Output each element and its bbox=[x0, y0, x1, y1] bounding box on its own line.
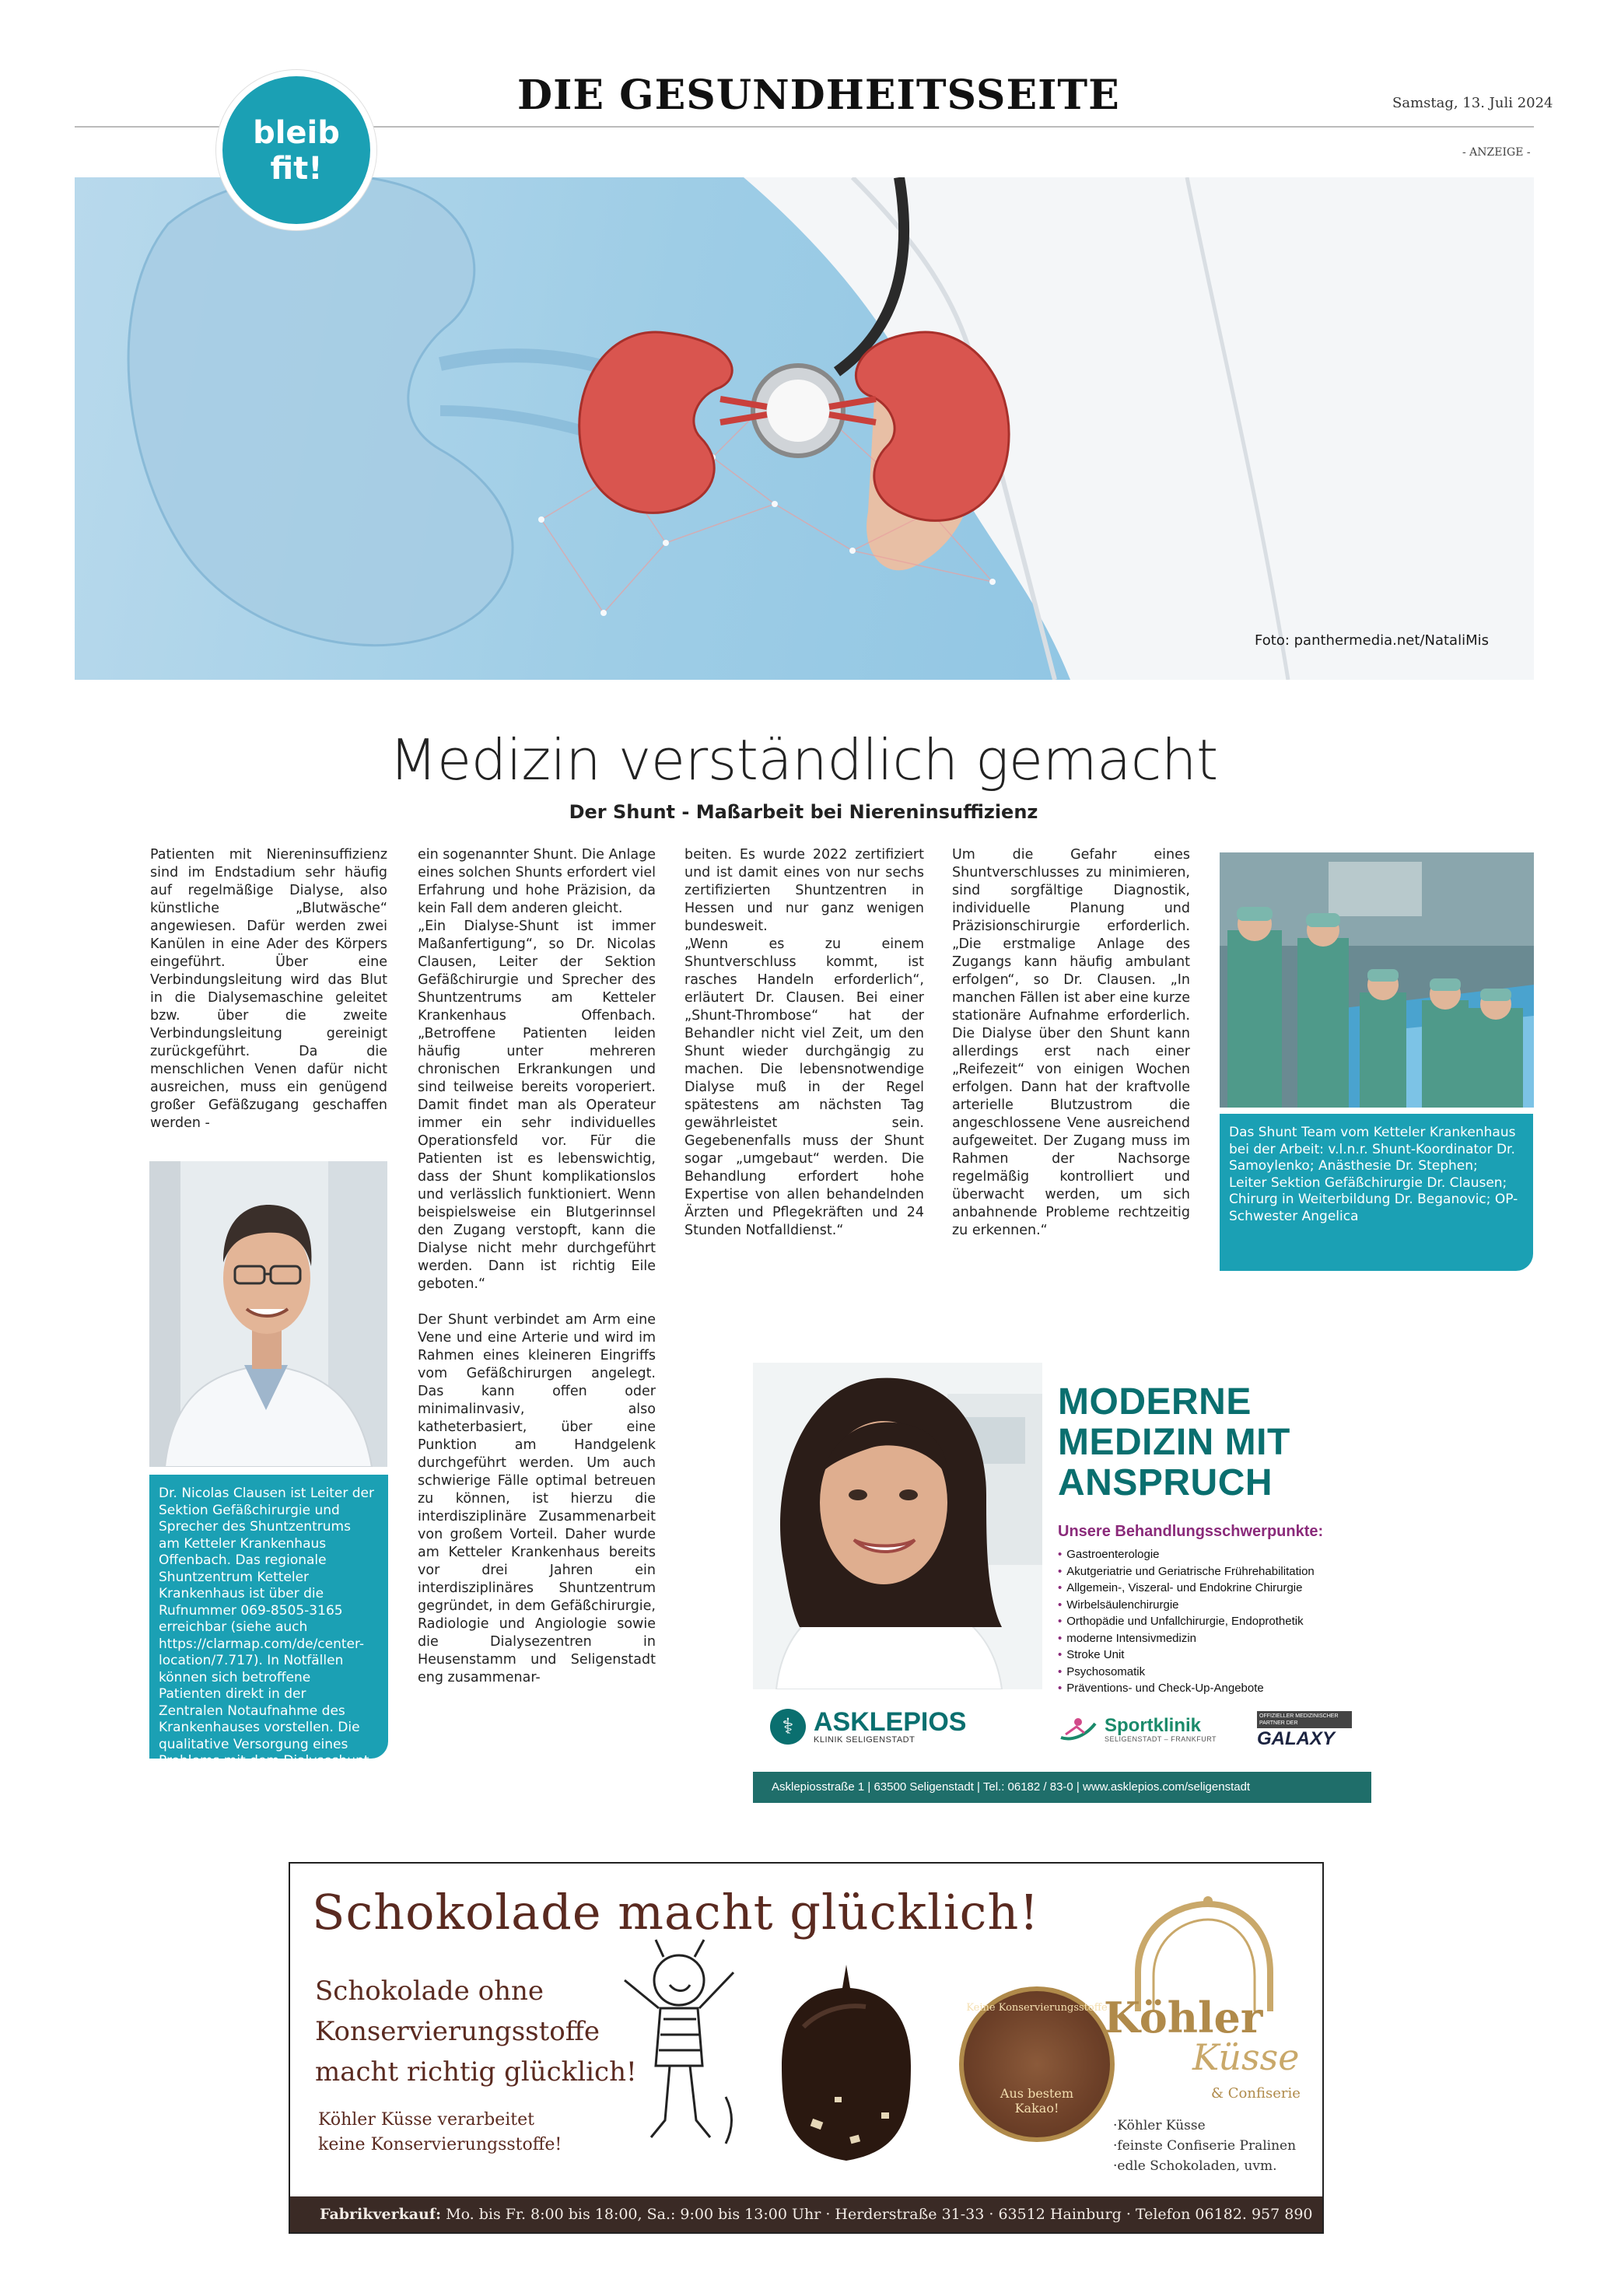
footer-text: Mo. bis Fr. 8:00 bis 18:00, Sa.: 9:00 bis 13:00 Uhr · Herderstraße 31-33 · 63512 Hainburg · Telefon 06182. 957 890 bbox=[446, 2206, 1313, 2223]
article-column-1 bbox=[150, 846, 387, 1132]
kohler-ad bbox=[289, 1862, 1324, 2234]
column-3-text-b: „Wenn es zu einem Shuntverschluss kommt, ist rasches Handeln erforderlich“, erläutert Dr. Clausen. Bei einer „Shunt-Thrombose“ hat der Behandler nicht viel Zeit, um den Shunt wieder durchgängig zu machen. Die lebensnotwendige Dialyse muß in der Regel spätestens am nächsten Tag gewährleistet sein. Gegebenenfalls muss der Shunt sogar „umgebaut“ werden. Die Behandlung erfordert hohe Expertise von allen behandelnden Ärzten und Pflegekräften und 24 Stunden Notfalldienst.“ bbox=[684, 936, 924, 1238]
list-item: • moderne Intensivmedizin bbox=[1058, 1630, 1315, 1647]
list-item: • Präventions- und Check-Up-Angebote bbox=[1058, 1680, 1315, 1697]
seal-text-line1: Aus bestem bbox=[1000, 2086, 1074, 2101]
seal-text-line2: Kakao! bbox=[1014, 2101, 1059, 2116]
hero-image bbox=[75, 177, 1534, 680]
sportklinik-logo bbox=[1058, 1714, 1217, 1745]
kohler-note-line1: Köhler Küsse verarbeitet bbox=[318, 2110, 534, 2130]
column-2-text-b: „Ein Dialyse-Shunt ist immer Maßanfertigung“, so Dr. Nicolas Clausen, Leiter der Sektion Gefäßchirurgie und Sprecher des Shuntzentrums am Ketteler Krankenhaus Offenbach. „Betroffene Patienten leiden häufig unter mehreren chronischen Erkrankungen und sind teilweise bereits voroperiert. Damit findet man als Operateur immer ein sehr individuelles Operationsfeld vor. Für die Patienten ist es lebenswichtig, dass der Shunt komplikationslos und verlässlich funktioniert. Wenn beispielsweise ein Blutgerinnsel den Zugang verstopft, kann die Dialyse nicht mehr durchgeführt werden. Dann ist richtig Eile geboten.“ bbox=[418, 919, 656, 1292]
ad-title-line2: MEDIZIN MIT bbox=[1058, 1422, 1290, 1463]
column-3-text-a: beiten. Es wurde 2022 zertifiziert und ist damit eines von nur sechs zertifizierten Shuntzentren in Hessen und nur ganz wenigen bundesweit. bbox=[684, 847, 924, 934]
chocolate-kiss-illustration bbox=[772, 1957, 920, 2175]
hero-illustration bbox=[75, 177, 1534, 680]
doctor-photo bbox=[149, 1161, 387, 1467]
asklepios-ad-footer: Asklepiosstraße 1 | 63500 Seligenstadt | Tel.: 06182 / 83-0 | www.asklepios.com/seligenstadt bbox=[753, 1772, 1371, 1803]
list-item: · Köhler Küsse bbox=[1113, 2116, 1296, 2136]
sportklinik-swoosh-icon bbox=[1058, 1714, 1098, 1745]
cartoon-girl-illustration bbox=[609, 1934, 749, 2159]
asklepios-doctor-photo bbox=[753, 1363, 1042, 1689]
footer-label: Fabrikverkauf: bbox=[320, 2206, 442, 2223]
team-photo bbox=[1220, 852, 1534, 1108]
bleib-fit-badge bbox=[216, 70, 376, 230]
list-item: • Allgemein-, Viszeral- und Endokrine Chirurgie bbox=[1058, 1580, 1315, 1597]
list-item: • Psychosomatik bbox=[1058, 1664, 1315, 1681]
doctor-caption: Dr. Nicolas Clausen ist Leiter der Sektion Gefäßchirurgie und Sprecher des Shuntzentrums am Ketteler Krankenhaus Offenbach. Das regionale Shuntzentrum Ketteler Krankenhaus ist über die Rufnummer 069-8505-3165 erreichbar (siehe auch https://clarmap.com/de/center-location/7.717). In Notfällen können sich betroffene Patienten direkt in der Zentralen Notaufnahme des Krankenhauses vorstellen. Die qualitative Versorgung eines Problems mit dem Dialyseshunt ist rund um die Uhr gewährleistet. bbox=[149, 1475, 388, 1759]
asklepios-staff-icon: ⚕ bbox=[770, 1709, 806, 1745]
list-item: · edle Schokoladen, uvm. bbox=[1113, 2156, 1296, 2176]
kohler-logo-confiserie: & Confiserie bbox=[1211, 2085, 1301, 2102]
badge-line1: bleib bbox=[253, 115, 340, 151]
asklepios-ad bbox=[753, 1363, 1371, 1803]
anzeige-label: - ANZEIGE - bbox=[1462, 146, 1531, 159]
ad-title-line1: MODERNE bbox=[1058, 1381, 1252, 1423]
kohler-sub-line2: Konservierungsstoffe bbox=[315, 2016, 600, 2047]
article-headline: Medizin verständlich gemacht bbox=[389, 727, 1218, 793]
article-column-3 bbox=[684, 846, 924, 1240]
list-item: • Akutgeriatrie und Geriatrische Frührehabilitation bbox=[1058, 1563, 1315, 1580]
treatment-list bbox=[1058, 1546, 1315, 1697]
ad-title-line3: ANSPRUCH bbox=[1058, 1462, 1273, 1503]
kohler-logo-name: Köhler bbox=[1104, 1993, 1263, 2042]
kohler-product-list bbox=[1113, 2116, 1296, 2176]
column-1-text: Patienten mit Niereninsuffizienz sind im Endstadium sehr häufig auf regelmäßige Dialyse, also künstliche „Blutwäsche“ angewiesen. Dafür werden zwei Kanülen in eine Ader des Körpers eingeführt. Über eine Verbindungsleitung wird das Blut in die Dialysemaschine geleitet bzw. über die zweite Verbindungsleitung gereinigt zurückgeführt. Da die menschlichen Venen dafür nicht ausreichen, muss ein genügend großer Gefäßzugang geschaffen werden - bbox=[150, 847, 387, 1131]
sportklinik-sub: SELIGENSTADT – FRANKFURT bbox=[1105, 1735, 1217, 1743]
asklepios-logo-name: ASKLEPIOS bbox=[814, 1707, 967, 1737]
article-subhead: Der Shunt - Maßarbeit bei Niereninsuffizienz bbox=[569, 801, 1038, 823]
column-2-text-c: Der Shunt verbindet am Arm eine Vene und eine Arterie und wird im Rahmen eines kleineren Eingriffs vom Gefäßchirurgen angelegt. Das kann offen oder minimalinvasiv, also katheterbasiert, über eine Punktion am Handgelenk durchgeführt werden. Um auch schwierige Fälle optimal betreuen zu können, ist hierzu die interdisziplinäre Zusammenarbeit von großem Vorteil. Daher wurde am Ketteler Krankenhaus bereits vor drei Jahren ein interdisziplinäres Shuntzentrum gegründet, in dem Gefäßchirurgie, Radiologie und Angiologie sowie die Dialysezentren in Heusenstamm und Seligenstadt eng zusammenar- bbox=[418, 1312, 656, 1685]
asklepios-ad-title bbox=[1058, 1382, 1290, 1503]
galaxy-name: GALAXY bbox=[1257, 1728, 1336, 1749]
list-item: • Stroke Unit bbox=[1058, 1647, 1315, 1664]
list-item: · feinste Confiserie Pralinen bbox=[1113, 2136, 1296, 2156]
kohler-ad-subtitle bbox=[315, 1971, 637, 2092]
column-4-text: Um die Gefahr eines Shuntverschlusses zu minimieren, sind sorgfältige Diagnostik, individuelle Planung und Präzisionschirurgie erforderlich. „Die erstmalige Anlage des Zugangs kann häufig ambulant erfolgen“, so Dr. Clausen. „In manchen Fällen ist aber eine kurze stationäre Aufnahme erforderlich. Die Dialyse über den Shunt kann allerdings erst nach einer „Reifezeit“ von einigen Wochen erfolgen. Dann hat der kraftvolle arterielle Blutzustrom die angeschlossene Vene ausreichend aufgeweitet. Der Zugang muss im Rahmen der Nachsorge regelmäßig kontrolliert und überwacht werden, um sich anbahnende Probleme rechtzeitig zu erkennen.“ bbox=[952, 847, 1190, 1238]
sportklinik-name: Sportklinik bbox=[1105, 1715, 1202, 1736]
team-caption: Das Shunt Team vom Ketteler Krankenhaus bei der Arbeit: v.l.n.r. Shunt-Koordinator Dr. Samoylenko; Anästhesie Dr. Stephen; Leiter Sektion Gefäßchirurgie Dr. Clausen; Chirurg in Weiterbildung Dr. Beganovic; OP-Schwester Angelica bbox=[1220, 1114, 1533, 1271]
kohler-sub-line3: macht richtig glücklich! bbox=[315, 2056, 637, 2088]
issue-date: Samstag, 13. Juli 2024 bbox=[1392, 95, 1553, 111]
article-column-4 bbox=[952, 846, 1190, 1240]
asklepios-logo-sub: KLINIK SELIGENSTADT bbox=[814, 1735, 916, 1745]
asklepios-logo bbox=[770, 1709, 966, 1745]
seal-text bbox=[964, 2086, 1110, 2116]
photo-credit: Foto: panthermedia.net/NataliMis bbox=[1255, 632, 1489, 649]
article-column-2 bbox=[418, 846, 656, 1687]
list-item: • Orthopädie und Unfallchirurgie, Endoprothetik bbox=[1058, 1613, 1315, 1630]
kohler-logo-kusse: Küsse bbox=[1192, 2036, 1300, 2078]
masthead: DIE GESUNDHEITSSEITE bbox=[517, 72, 1120, 119]
kohler-ad-title: Schokolade macht glücklich! bbox=[312, 1884, 1040, 1941]
kohler-sub-line1: Schokolade ohne bbox=[315, 1976, 544, 2007]
kohler-ad-footer bbox=[290, 2196, 1322, 2232]
kohler-seal bbox=[959, 1986, 1115, 2142]
kohler-note-line2: keine Konservierungsstoffe! bbox=[318, 2135, 562, 2154]
galaxy-logo bbox=[1257, 1711, 1352, 1750]
badge-line2: fit! bbox=[270, 151, 323, 187]
list-item: • Gastroenterologie bbox=[1058, 1546, 1315, 1563]
column-2-text-a: ein sogenannter Shunt. Die Anlage eines solchen Shunts erfordert viel Erfahrung und hohe Präzision, da kein Fall dem anderen gleicht. bbox=[418, 847, 656, 916]
galaxy-partner-label: OFFIZIELLER MEDIZINISCHER PARTNER DER bbox=[1257, 1711, 1352, 1728]
list-item: • Wirbelsäulenchirurgie bbox=[1058, 1597, 1315, 1614]
seal-arc-text: Keine Konservierungsstoffe bbox=[966, 2002, 1108, 2014]
asklepios-ad-subtitle: Unsere Behandlungsschwerpunkte: bbox=[1058, 1523, 1324, 1540]
kohler-ad-note bbox=[318, 2108, 562, 2158]
